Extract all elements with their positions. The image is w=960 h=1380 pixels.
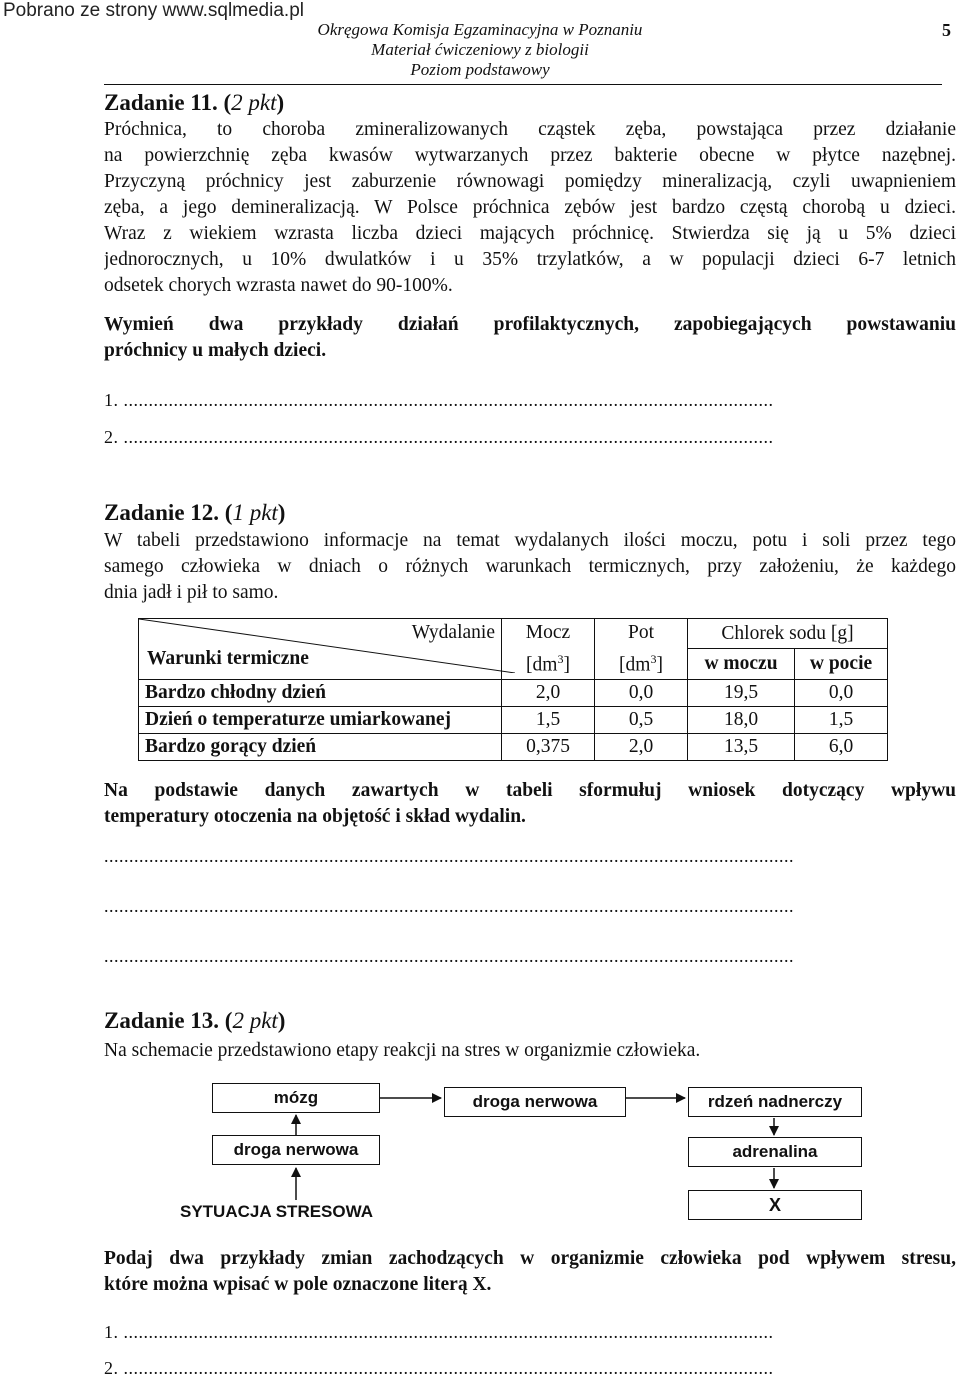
- col-header-in-urine: w moczu: [688, 649, 795, 679]
- task13-question: Podaj dwa przykłady zmian zachodzących w organizmie człowieka pod wpływem stresu, które można wpisać w pole oznaczone literą X.: [104, 1248, 956, 1295]
- task12-question: Na podstawie danych zawartych w tabeli sformułuj wniosek dotyczący wpływu temperatury otoczenia na objętość i skład wydalin.: [104, 780, 956, 827]
- header-institution: Okręgowa Komisja Egzaminacyjna w Poznaniu: [317, 20, 643, 39]
- header-rule: [104, 84, 942, 85]
- task13-answer-2[interactable]: 2. ..................................................................................................................................: [104, 1358, 774, 1378]
- header-subject: Materiał ćwiczeniowy z biologii: [371, 40, 589, 59]
- page-number: 5: [942, 20, 951, 40]
- box-x: X: [688, 1190, 862, 1220]
- task11-title: Zadanie 11. (2 pkt): [104, 90, 285, 115]
- task13-answer-1[interactable]: 1. ..................................................................................................................................: [104, 1322, 774, 1342]
- box-adrenaline: adrenalina: [688, 1137, 862, 1167]
- task11-text: Próchnica, to choroba zmineralizowanych cząstek zęba, powstająca przez działanie na powierzchnię zęba kwasów wytwarzanych przez bakterie obecne w płytce nazębnej. Przyczyną próchnicy jest zaburzenie równowagi pomiędzy mineralizacją, czyli uwapnieniem zęba, a jego demineralizacją. W Polsce próchnica zębów jest bardzo częstą chorobą u dzieci. Wraz z wiekiem wzrasta liczba dzieci mających próchnicę. Stwierdza się ją u 5% dzieci jednorocznych, u 10% dwulatków i u 35% trzylatków, a w populacji dzieci 6-7 letnich odsetek chorych wzrasta nawet do 90-100%.: [104, 119, 956, 296]
- corner-top-label: Wydalanie: [411, 622, 495, 643]
- col-header-sodium: Chlorek sodu [g]: [688, 619, 888, 649]
- box-nerve-path-middle: droga nerwowa: [444, 1087, 626, 1117]
- table-row: Bardzo gorący dzień 0,375 2,0 13,5 6,0: [139, 733, 888, 760]
- excretion-table: [138, 618, 888, 761]
- task13-title: Zadanie 13. (2 pkt): [104, 1008, 286, 1033]
- table-row: Dzień o temperaturze umiarkowanej 1,5 0,5 18,0 1,5: [139, 706, 888, 733]
- box-adrenal-medulla: rdzeń nadnerczy: [688, 1087, 862, 1117]
- task13-intro: Na schemacie przedstawiono etapy reakcji na stres w organizmie człowieka.: [104, 1040, 701, 1061]
- task12-answer-line-3[interactable]: ..........................................................................................................................................: [104, 946, 794, 966]
- table-row: Bardzo chłodny dzień 2,0 0,0 19,5 0,0: [139, 679, 888, 706]
- task11-answer-2[interactable]: 2. ..................................................................................................................................: [104, 427, 774, 447]
- corner-bottom-label: Warunki termiczne: [147, 648, 309, 669]
- task12-answer-line-2[interactable]: ..........................................................................................................................................: [104, 896, 794, 916]
- col-header-mocz: Mocz $[dm^3]$: [502, 619, 595, 680]
- header-level: Poziom podstawowy: [410, 60, 550, 79]
- col-header-pot: Pot $[dm^3]$: [595, 619, 688, 680]
- label-stress-situation: SYTUACJA STRESOWA: [180, 1202, 374, 1221]
- task12-answer-line-1[interactable]: ..........................................................................................................................................: [104, 846, 794, 866]
- col-header-in-sweat: w pocie: [795, 649, 888, 679]
- box-brain: mózg: [212, 1083, 380, 1113]
- box-nerve-path-left: droga nerwowa: [212, 1135, 380, 1165]
- task12-title: Zadanie 12. (1 pkt): [104, 500, 286, 525]
- table-corner-cell: [139, 619, 502, 680]
- task12-text: W tabeli przedstawiono informacje na temat wydalanych ilości moczu, potu i soli przez tego samego człowieka w dniach o różnych warunkach termicznych, przy założeniu, że każdego dnia jadł i pił to samo.: [104, 530, 956, 603]
- task11-question: Wymień dwa przykłady działań profilaktycznych, zapobiegających powstawaniu próchnicy u małych dzieci.: [104, 314, 956, 361]
- source-watermark: Pobrano ze strony www.sqlmedia.pl: [3, 0, 304, 21]
- task11-answer-1[interactable]: 1. ..................................................................................................................................: [104, 390, 774, 410]
